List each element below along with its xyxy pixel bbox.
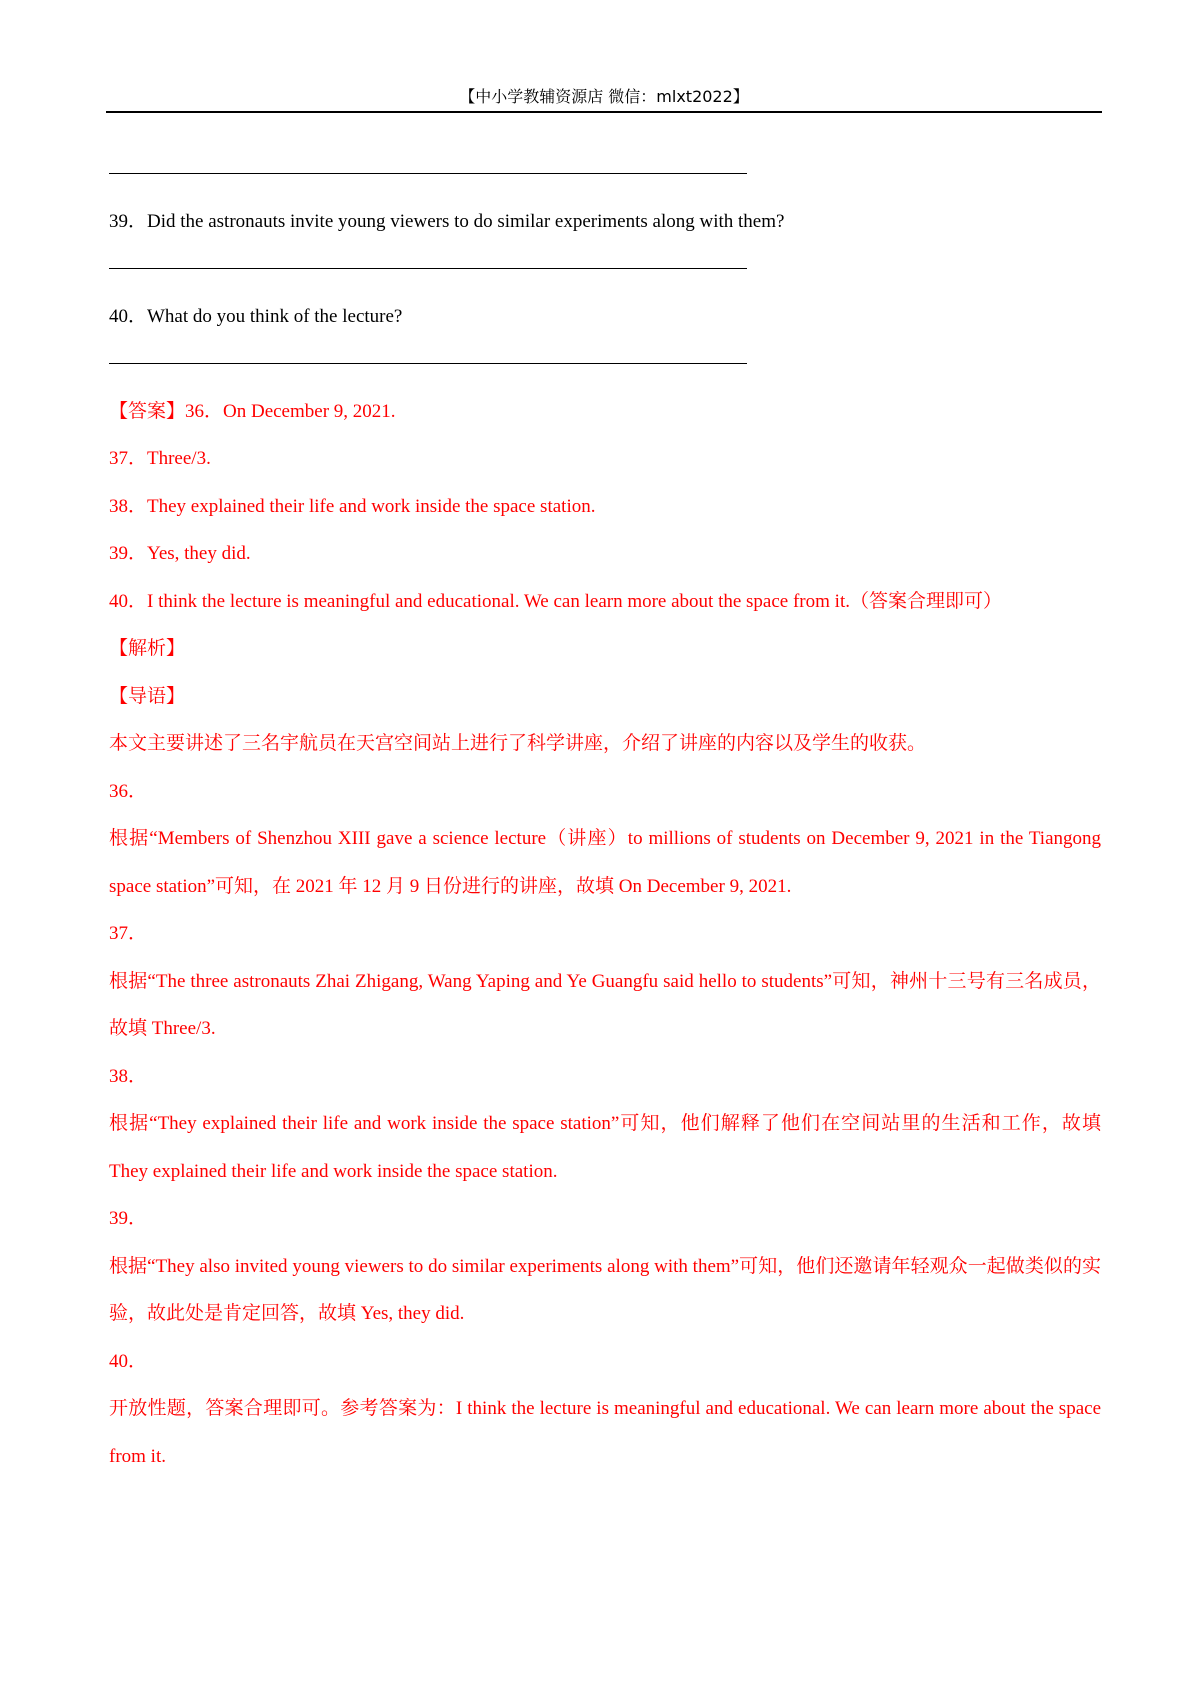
- answer-label-line: 【答案】36．On December 9, 2021.: [109, 400, 396, 422]
- header-divider: [106, 111, 1102, 113]
- answer-40: 40．I think the lecture is meaningful and educational. We can learn more about the space from it.（答案合理即可）: [109, 590, 1002, 612]
- blank-line: [109, 363, 747, 364]
- document-body: [109, 150, 1101, 1480]
- guide-text: 本文主要讲述了三名宇航员在天宫空间站上进行了科学讲座，介绍了讲座的内容以及学生的收获。: [109, 733, 927, 754]
- analysis-text-36: 根据“Members of Shenzhou XIII gave a science lecture（讲座）to millions of students on December 9, 2021 in the Tiangong space station”可知，在 2021 年 12 月 9 日份进行的讲座，故填 On December 9, 2021.: [109, 828, 1101, 897]
- analysis-text-38: 根据“They explained their life and work inside the space station”可知，他们解释了他们在空间站里的生活和工作，故填 They explained their life and work inside the space station.: [109, 1113, 1101, 1182]
- answer-blank-38: [109, 150, 1101, 198]
- blank-line: [109, 173, 747, 174]
- analysis-number-37: 37．: [109, 923, 148, 944]
- answer-37: 37．Three/3.: [109, 448, 211, 469]
- answer-blank-40: [109, 340, 1101, 388]
- analysis-number-40: 40．: [109, 1350, 148, 1372]
- page-header: 【中小学教辅资源店 微信：mlxt2022】: [459, 87, 749, 106]
- question-39: 39．Did the astronauts invite young viewers to do similar experiments along with them?: [109, 210, 785, 232]
- analysis-number-38: 38．: [109, 1065, 148, 1087]
- question-40: 40．What do you think of the lecture?: [109, 305, 403, 327]
- analysis-text-39: 根据“They also invited young viewers to do similar experiments along with them”可知，他们还邀请年轻观众一起做类似的实验，故此处是肯定回答，故填 Yes, they did.: [109, 1255, 1101, 1324]
- blank-line: [109, 268, 747, 269]
- analysis-text-40: 开放性题，答案合理即可。参考答案为：I think the lecture is meaningful and educational. We can learn more about the space from it.: [109, 1398, 1101, 1467]
- answer-38: 38．They explained their life and work inside the space station.: [109, 495, 596, 517]
- answer-39: 39．Yes, they did.: [109, 543, 251, 564]
- analysis-number-36: 36．: [109, 780, 148, 802]
- answer-blank-39: [109, 245, 1101, 293]
- analysis-number-39: 39．: [109, 1208, 148, 1229]
- analysis-label: 【解析】: [109, 638, 186, 659]
- guide-label: 【导语】: [109, 685, 186, 707]
- analysis-text-37: 根据“The three astronauts Zhai Zhigang, Wang Yaping and Ye Guangfu said hello to students”可知，神州十三号有三名成员，故填 Three/3.: [109, 970, 1101, 1039]
